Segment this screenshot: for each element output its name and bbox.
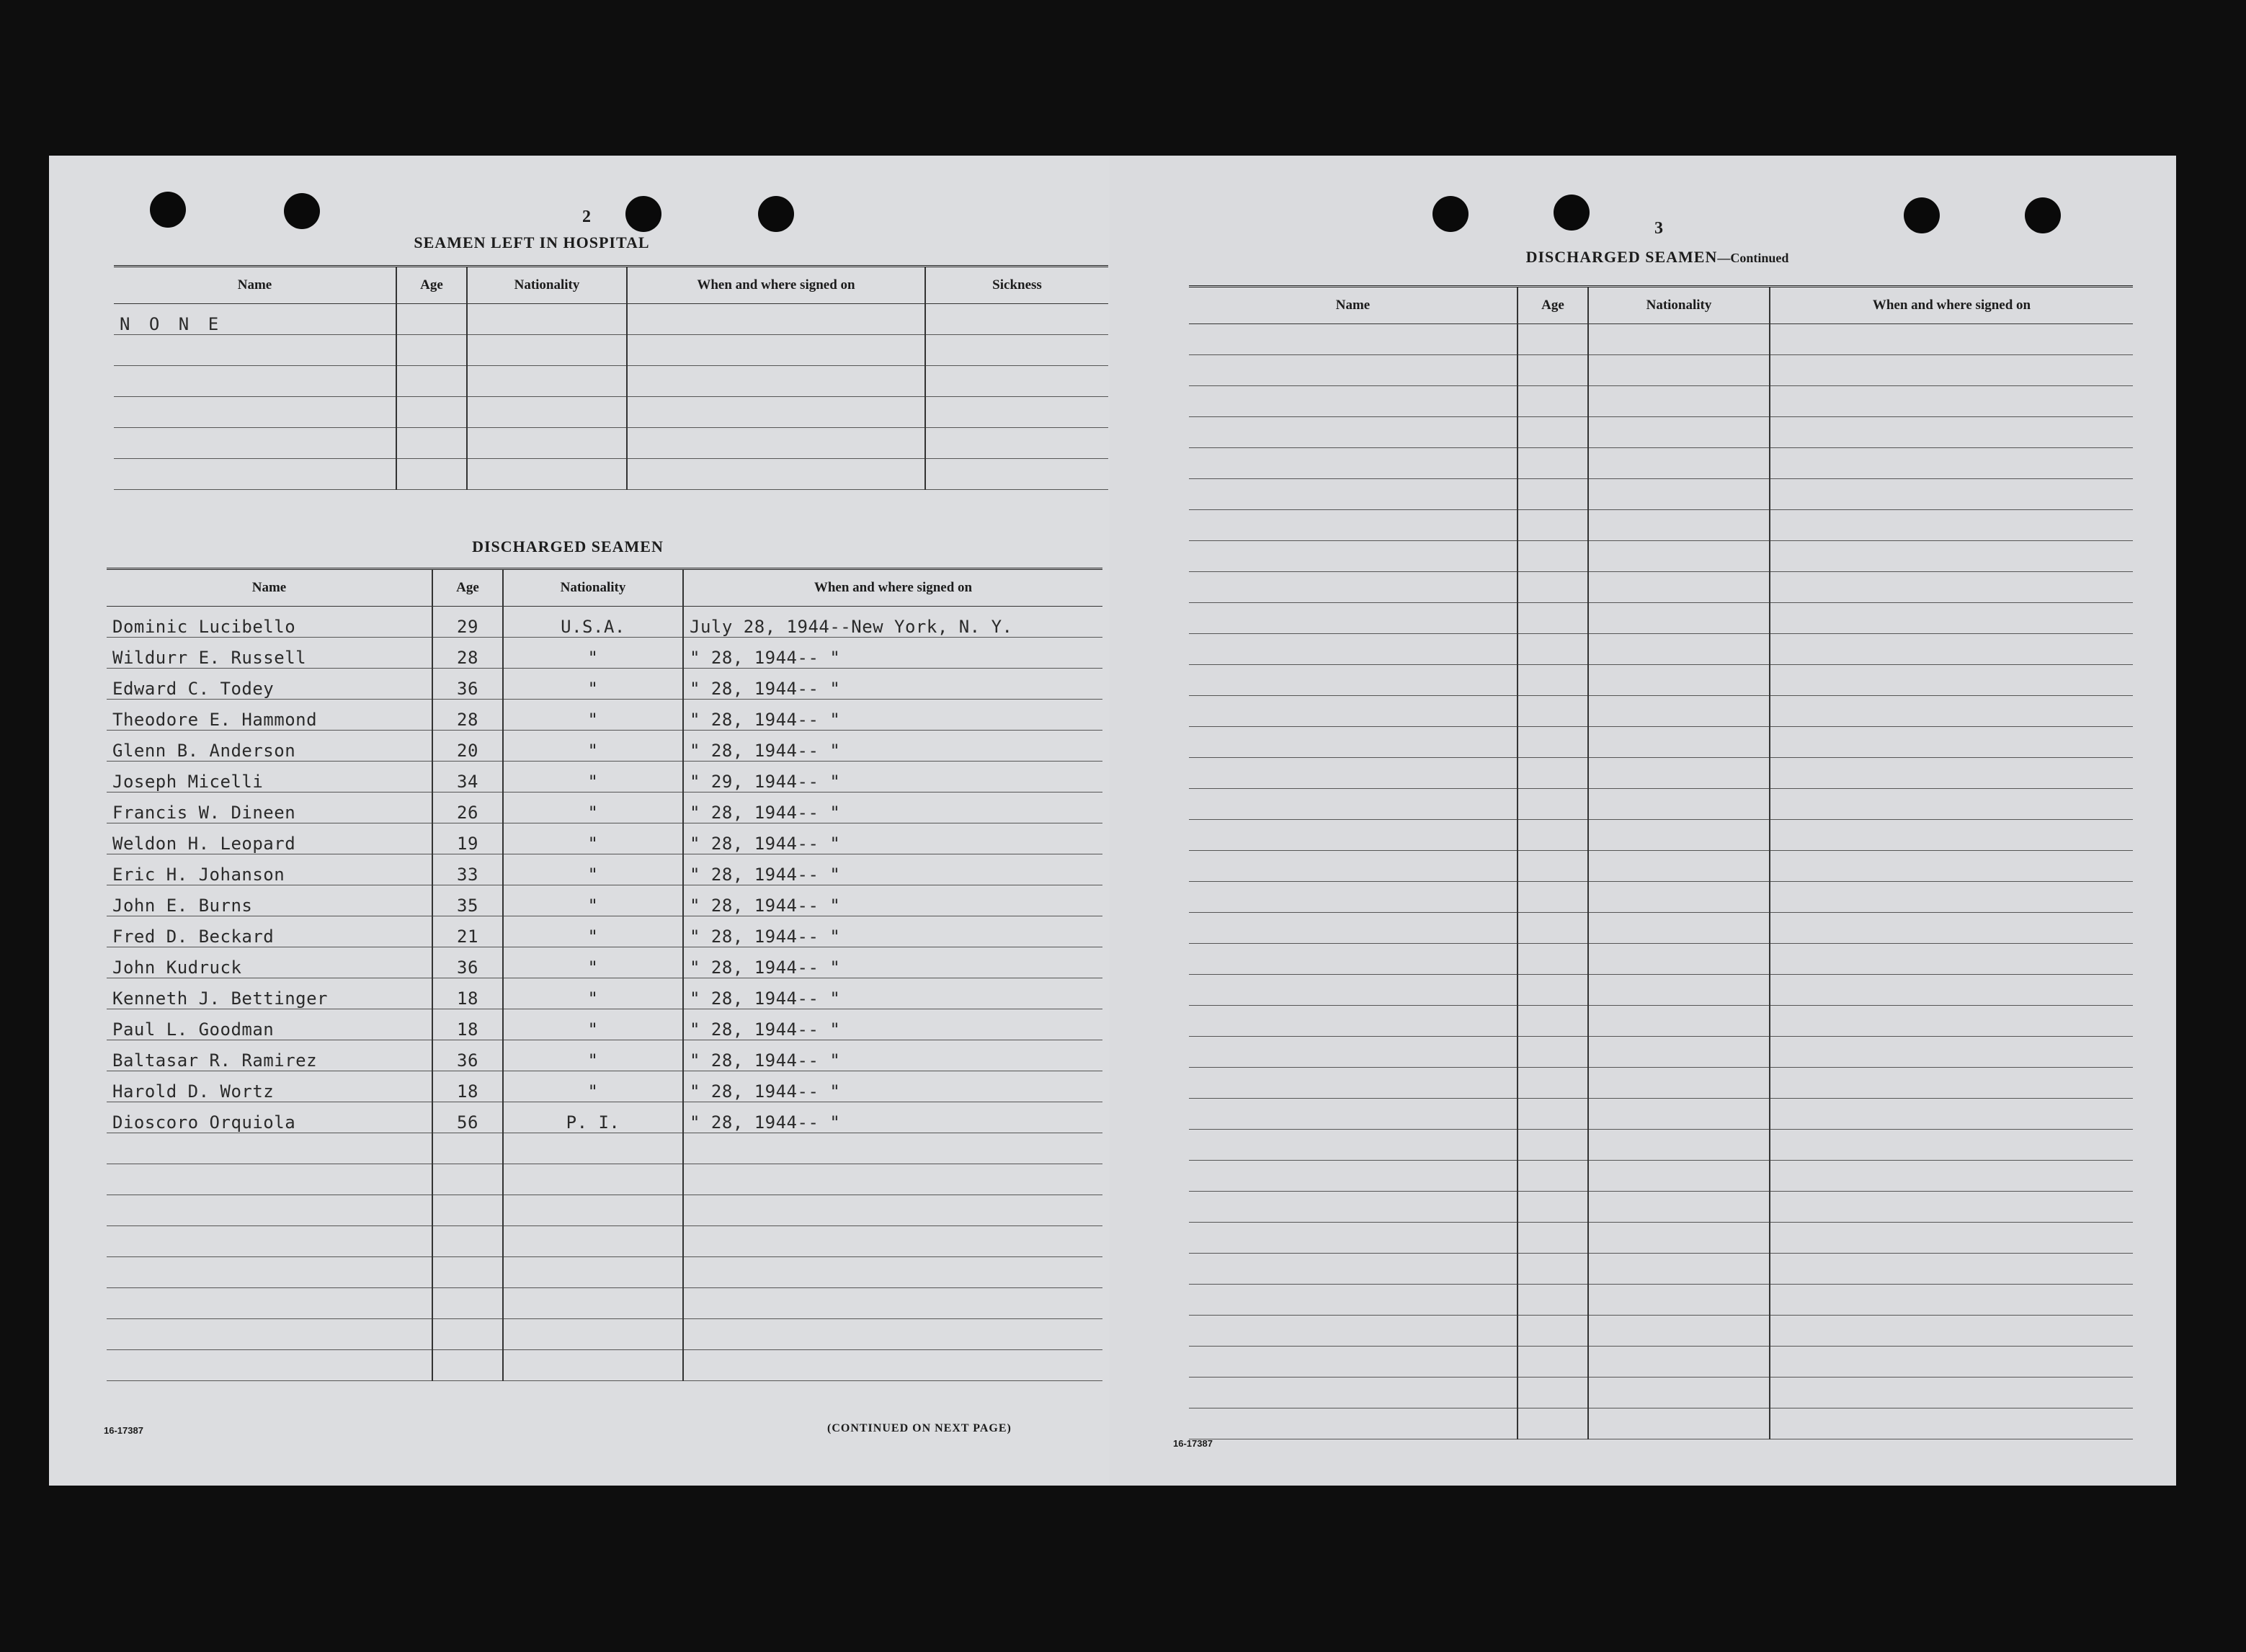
seaman-nationality: P. I. xyxy=(503,1102,683,1133)
seaman-age: 33 xyxy=(432,854,503,885)
seaman-nationality: " xyxy=(503,700,683,731)
seaman-age: 34 xyxy=(432,762,503,792)
seaman-age: 35 xyxy=(432,885,503,916)
seaman-age: 28 xyxy=(432,700,503,731)
table-row xyxy=(107,700,1102,731)
punch-hole xyxy=(1904,197,1940,233)
table-row xyxy=(107,978,1102,1009)
seaman-name: Baltasar R. Ramirez xyxy=(107,1040,432,1071)
discharged-section-title: DISCHARGED SEAMEN xyxy=(472,537,664,555)
seaman-name: Dominic Lucibello xyxy=(107,607,432,638)
table-row xyxy=(107,762,1102,792)
seaman-signed-on: " 28, 1944-- " xyxy=(683,916,1102,947)
table-row xyxy=(107,607,1102,638)
seaman-signed-on: " 28, 1944-- " xyxy=(683,978,1102,1009)
seaman-nationality: " xyxy=(503,669,683,700)
page-number: 2 xyxy=(582,207,591,226)
table-row xyxy=(1189,324,2133,355)
table-row xyxy=(1189,1347,2133,1378)
seaman-name: Wildurr E. Russell xyxy=(107,638,432,669)
right-page xyxy=(1110,156,2176,1486)
column-header-nationality: Nationality xyxy=(503,569,683,607)
seaman-signed-on: " 28, 1944-- " xyxy=(683,1102,1102,1133)
table-row xyxy=(107,916,1102,947)
seaman-nationality: " xyxy=(503,947,683,978)
column-header-name: Name xyxy=(114,267,396,304)
table-row xyxy=(1189,386,2133,417)
table-row xyxy=(1189,975,2133,1006)
discharged-continued-table xyxy=(1189,285,2133,1439)
seaman-age: 29 xyxy=(432,607,503,638)
table-row xyxy=(114,304,1108,335)
table-row xyxy=(1189,1068,2133,1099)
table-row xyxy=(107,823,1102,854)
table-row xyxy=(107,1071,1102,1102)
table-row xyxy=(1189,913,2133,944)
table-row xyxy=(107,669,1102,700)
seaman-signed-on: " 29, 1944-- " xyxy=(683,762,1102,792)
seaman-name: Kenneth J. Bettinger xyxy=(107,978,432,1009)
hospital-entry xyxy=(114,304,396,335)
seaman-signed-on: " 28, 1944-- " xyxy=(683,854,1102,885)
seaman-nationality: U.S.A. xyxy=(503,607,683,638)
table-row xyxy=(1189,1037,2133,1068)
table-row xyxy=(114,397,1108,428)
column-header-nationality: Nationality xyxy=(1588,287,1770,324)
table-row xyxy=(107,1164,1102,1195)
seaman-age: 18 xyxy=(432,978,503,1009)
table-row xyxy=(107,1257,1102,1288)
table-row xyxy=(1189,1408,2133,1439)
continued-note: (CONTINUED ON NEXT PAGE) xyxy=(827,1422,1012,1434)
table-row xyxy=(1189,1192,2133,1223)
table-row xyxy=(114,428,1108,459)
table-row xyxy=(114,335,1108,366)
seaman-signed-on: " 28, 1944-- " xyxy=(683,1040,1102,1071)
seaman-name: Glenn B. Anderson xyxy=(107,731,432,762)
punch-hole xyxy=(150,192,186,228)
table-row xyxy=(1189,1285,2133,1316)
seaman-name: Harold D. Wortz xyxy=(107,1071,432,1102)
table-row xyxy=(107,1040,1102,1071)
column-header-nationality: Nationality xyxy=(467,267,627,304)
left-page xyxy=(49,156,1115,1486)
seaman-age: 18 xyxy=(432,1071,503,1102)
seaman-signed-on: " 28, 1944-- " xyxy=(683,885,1102,916)
table-row xyxy=(107,1350,1102,1381)
table-row xyxy=(107,1009,1102,1040)
table-row xyxy=(107,1288,1102,1319)
table-row xyxy=(1189,541,2133,572)
table-row xyxy=(107,885,1102,916)
discharged-table xyxy=(107,568,1102,1381)
seaman-age: 56 xyxy=(432,1102,503,1133)
table-row xyxy=(1189,727,2133,758)
seaman-name: Eric H. Johanson xyxy=(107,854,432,885)
table-row xyxy=(107,638,1102,669)
form-number: 16-17387 xyxy=(104,1425,143,1436)
page-number: 3 xyxy=(1654,219,1663,238)
column-header-name: Name xyxy=(107,569,432,607)
table-row xyxy=(1189,665,2133,696)
seaman-signed-on: " 28, 1944-- " xyxy=(683,669,1102,700)
table-row xyxy=(1189,1006,2133,1037)
title-suffix: —Continued xyxy=(1717,251,1789,265)
table-row xyxy=(114,366,1108,397)
table-row xyxy=(1189,448,2133,479)
table-row xyxy=(1189,820,2133,851)
column-header-signed-on: When and where signed on xyxy=(683,569,1102,607)
seaman-name: Weldon H. Leopard xyxy=(107,823,432,854)
discharged-table-header xyxy=(107,569,1102,607)
seaman-signed-on: " 28, 1944-- " xyxy=(683,1009,1102,1040)
table-row xyxy=(1189,696,2133,727)
seaman-signed-on: " 28, 1944-- " xyxy=(683,638,1102,669)
table-cell xyxy=(396,304,467,335)
form-number: 16-17387 xyxy=(1173,1438,1213,1449)
continued-table-header xyxy=(1189,287,2133,324)
seaman-name: Francis W. Dineen xyxy=(107,792,432,823)
table-row xyxy=(107,947,1102,978)
discharged-continued-title xyxy=(1499,248,1816,267)
seaman-signed-on: " 28, 1944-- " xyxy=(683,792,1102,823)
table-row xyxy=(1189,355,2133,386)
table-cell xyxy=(467,304,627,335)
seaman-name: Joseph Micelli xyxy=(107,762,432,792)
table-row xyxy=(1189,758,2133,789)
table-row xyxy=(107,792,1102,823)
seaman-nationality: " xyxy=(503,854,683,885)
table-cell xyxy=(925,304,1108,335)
table-row xyxy=(1189,634,2133,665)
table-row xyxy=(1189,1161,2133,1192)
column-header-signed-on: When and where signed on xyxy=(1770,287,2133,324)
table-row xyxy=(1189,417,2133,448)
seaman-name: John E. Burns xyxy=(107,885,432,916)
table-row xyxy=(1189,603,2133,634)
seaman-signed-on: " 28, 1944-- " xyxy=(683,700,1102,731)
seaman-nationality: " xyxy=(503,1040,683,1071)
seaman-age: 28 xyxy=(432,638,503,669)
seaman-name: Fred D. Beckard xyxy=(107,916,432,947)
table-row xyxy=(1189,1130,2133,1161)
table-row xyxy=(1189,944,2133,975)
seaman-signed-on: " 28, 1944-- " xyxy=(683,1071,1102,1102)
table-row xyxy=(1189,1223,2133,1254)
column-header-age: Age xyxy=(1518,287,1588,324)
table-row xyxy=(107,1319,1102,1350)
seaman-age: 26 xyxy=(432,792,503,823)
seaman-nationality: " xyxy=(503,1009,683,1040)
table-row xyxy=(1189,1316,2133,1347)
table-row xyxy=(1189,479,2133,510)
table-row xyxy=(107,731,1102,762)
seaman-name: John Kudruck xyxy=(107,947,432,978)
punch-hole xyxy=(625,196,661,232)
hospital-section-title: SEAMEN LEFT IN HOSPITAL xyxy=(414,233,650,251)
table-cell xyxy=(627,304,925,335)
seaman-nationality: " xyxy=(503,916,683,947)
seaman-nationality: " xyxy=(503,1071,683,1102)
seaman-name: Paul L. Goodman xyxy=(107,1009,432,1040)
table-row xyxy=(1189,789,2133,820)
title-text: DISCHARGED SEAMEN xyxy=(1525,248,1718,266)
seaman-nationality: " xyxy=(503,885,683,916)
seaman-name: Theodore E. Hammond xyxy=(107,700,432,731)
table-row xyxy=(107,1133,1102,1164)
seaman-age: 36 xyxy=(432,669,503,700)
table-row xyxy=(107,1226,1102,1257)
seaman-nationality: " xyxy=(503,638,683,669)
none-entry: N O N E xyxy=(120,314,223,334)
hospital-table xyxy=(114,265,1108,490)
table-row xyxy=(1189,1378,2133,1408)
seaman-signed-on: " 28, 1944-- " xyxy=(683,731,1102,762)
seaman-name: Dioscoro Orquiola xyxy=(107,1102,432,1133)
table-row xyxy=(107,1195,1102,1226)
punch-hole xyxy=(758,196,794,232)
seaman-signed-on: " 28, 1944-- " xyxy=(683,947,1102,978)
seaman-name: Edward C. Todey xyxy=(107,669,432,700)
seaman-age: 18 xyxy=(432,1009,503,1040)
seaman-age: 20 xyxy=(432,731,503,762)
punch-hole xyxy=(1432,196,1469,232)
table-row xyxy=(1189,1099,2133,1130)
seaman-nationality: " xyxy=(503,731,683,762)
column-header-age: Age xyxy=(432,569,503,607)
seaman-nationality: " xyxy=(503,792,683,823)
hospital-table-header xyxy=(114,267,1108,304)
table-row xyxy=(1189,510,2133,541)
seaman-signed-on: " 28, 1944-- " xyxy=(683,823,1102,854)
table-row xyxy=(1189,1254,2133,1285)
column-header-signed-on: When and where signed on xyxy=(627,267,925,304)
table-row xyxy=(107,1102,1102,1133)
seaman-age: 36 xyxy=(432,1040,503,1071)
seaman-nationality: " xyxy=(503,823,683,854)
table-row xyxy=(107,854,1102,885)
seaman-age: 36 xyxy=(432,947,503,978)
seaman-nationality: " xyxy=(503,762,683,792)
seaman-age: 19 xyxy=(432,823,503,854)
seaman-nationality: " xyxy=(503,978,683,1009)
table-row xyxy=(1189,882,2133,913)
table-row xyxy=(1189,851,2133,882)
seaman-signed-on: July 28, 1944--New York, N. Y. xyxy=(683,607,1102,638)
table-row xyxy=(1189,572,2133,603)
table-row xyxy=(114,459,1108,490)
column-header-age: Age xyxy=(396,267,467,304)
punch-hole xyxy=(284,193,320,229)
column-header-sickness: Sickness xyxy=(925,267,1108,304)
punch-hole xyxy=(1554,195,1590,231)
punch-hole xyxy=(2025,197,2061,233)
seaman-age: 21 xyxy=(432,916,503,947)
column-header-name: Name xyxy=(1189,287,1518,324)
